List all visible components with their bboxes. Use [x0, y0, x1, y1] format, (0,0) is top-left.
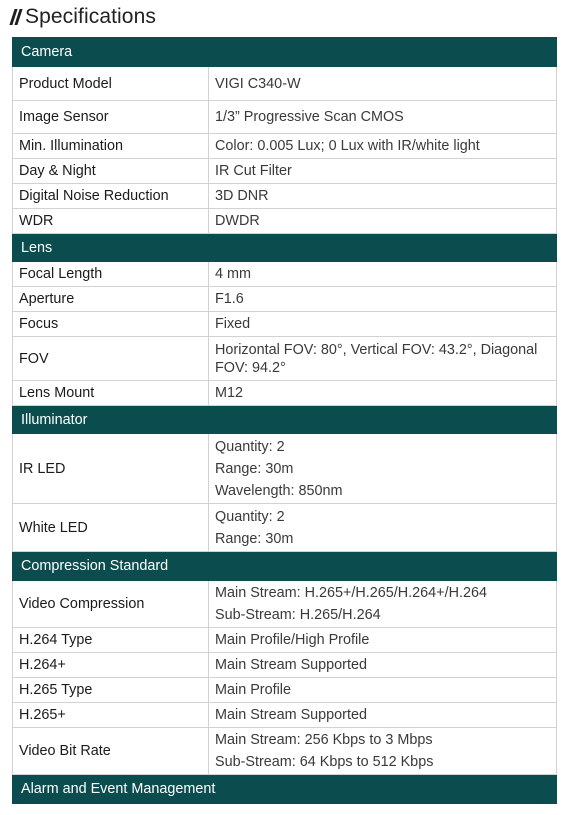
spec-value-line: Wavelength: 850nm [215, 482, 343, 499]
spec-value: Main Stream Supported [209, 653, 557, 678]
spec-label: Product Model [13, 67, 209, 101]
spec-label: FOV [13, 337, 209, 381]
table-row [13, 159, 557, 184]
spec-value [209, 504, 557, 552]
table-row [13, 262, 557, 287]
spec-label: Video Bit Rate [13, 728, 209, 775]
spec-label: H.265+ [13, 703, 209, 728]
spec-label: IR LED [13, 434, 209, 504]
section-header-illuminator [13, 406, 557, 434]
page-title [12, 3, 156, 31]
section-title: Compression Standard [13, 552, 557, 581]
spec-value: Main Stream Supported [209, 703, 557, 728]
spec-label: Digital Noise Reduction [13, 184, 209, 209]
table-row [13, 381, 557, 406]
spec-value: Color: 0.005 Lux; 0 Lux with IR/white light [209, 134, 557, 159]
spec-value [209, 728, 557, 775]
spec-table [12, 37, 557, 804]
spec-label: Min. Illumination [13, 134, 209, 159]
spec-value-line: Quantity: 2 [215, 438, 285, 455]
spec-value: M12 [209, 381, 557, 406]
section-header-camera [13, 38, 557, 67]
spec-value-line: Range: 30m [215, 460, 294, 477]
spec-label: Lens Mount [13, 381, 209, 406]
spec-label: Focal Length [13, 262, 209, 287]
spec-value-line: Quantity: 2 [215, 508, 285, 525]
spec-value: IR Cut Filter [209, 159, 557, 184]
spec-value: Main Profile/High Profile [209, 628, 557, 653]
spec-value: DWDR [209, 209, 557, 234]
spec-value-line: Sub-Stream: H.265/H.264 [215, 607, 381, 623]
table-row [13, 581, 557, 628]
section-header-alarm [13, 775, 557, 804]
spec-value: Main Profile [209, 678, 557, 703]
spec-label: Day & Night [13, 159, 209, 184]
section-header-lens [13, 234, 557, 262]
spec-label: Focus [13, 312, 209, 337]
section-title: Lens [13, 234, 557, 262]
spec-label: Video Compression [13, 581, 209, 628]
spec-label: Aperture [13, 287, 209, 312]
spec-value: 1/3” Progressive Scan CMOS [209, 101, 557, 134]
spec-value [209, 434, 557, 504]
table-row [13, 337, 557, 381]
spec-label: White LED [13, 504, 209, 552]
section-title: Camera [13, 38, 557, 67]
spec-value-line: Main Stream: 256 Kbps to 3 Mbps [215, 732, 433, 748]
spec-value: Horizontal FOV: 80°, Vertical FOV: 43.2°, Diagonal FOV: 94.2° [209, 337, 557, 381]
table-row [13, 67, 557, 101]
section-title: Alarm and Event Management [13, 775, 557, 804]
spec-value: Fixed [209, 312, 557, 337]
table-row [13, 101, 557, 134]
table-row [13, 184, 557, 209]
spec-label: H.264+ [13, 653, 209, 678]
spec-label: WDR [13, 209, 209, 234]
spec-value-line: Main Stream: H.265+/H.265/H.264+/H.264 [215, 585, 487, 601]
table-row [13, 434, 557, 504]
spec-value [209, 581, 557, 628]
spec-value-line: Range: 30m [215, 530, 294, 547]
table-row [13, 628, 557, 653]
table-row [13, 134, 557, 159]
title-text: Specifications [25, 5, 156, 28]
table-row [13, 209, 557, 234]
spec-label: Image Sensor [13, 101, 209, 134]
spec-value: 4 mm [209, 262, 557, 287]
table-row [13, 504, 557, 552]
table-row [13, 703, 557, 728]
spec-value-line: Sub-Stream: 64 Kbps to 512 Kbps [215, 754, 434, 770]
table-row [13, 653, 557, 678]
spec-value: VIGI C340-W [209, 67, 557, 101]
table-row [13, 728, 557, 775]
table-row [13, 312, 557, 337]
spec-label: H.264 Type [13, 628, 209, 653]
table-row [13, 678, 557, 703]
table-row [13, 287, 557, 312]
spec-label: H.265 Type [13, 678, 209, 703]
section-title: Illuminator [13, 406, 557, 434]
spec-value: F1.6 [209, 287, 557, 312]
section-header-compression [13, 552, 557, 581]
spec-value: 3D DNR [209, 184, 557, 209]
double-slash-icon [12, 9, 22, 25]
